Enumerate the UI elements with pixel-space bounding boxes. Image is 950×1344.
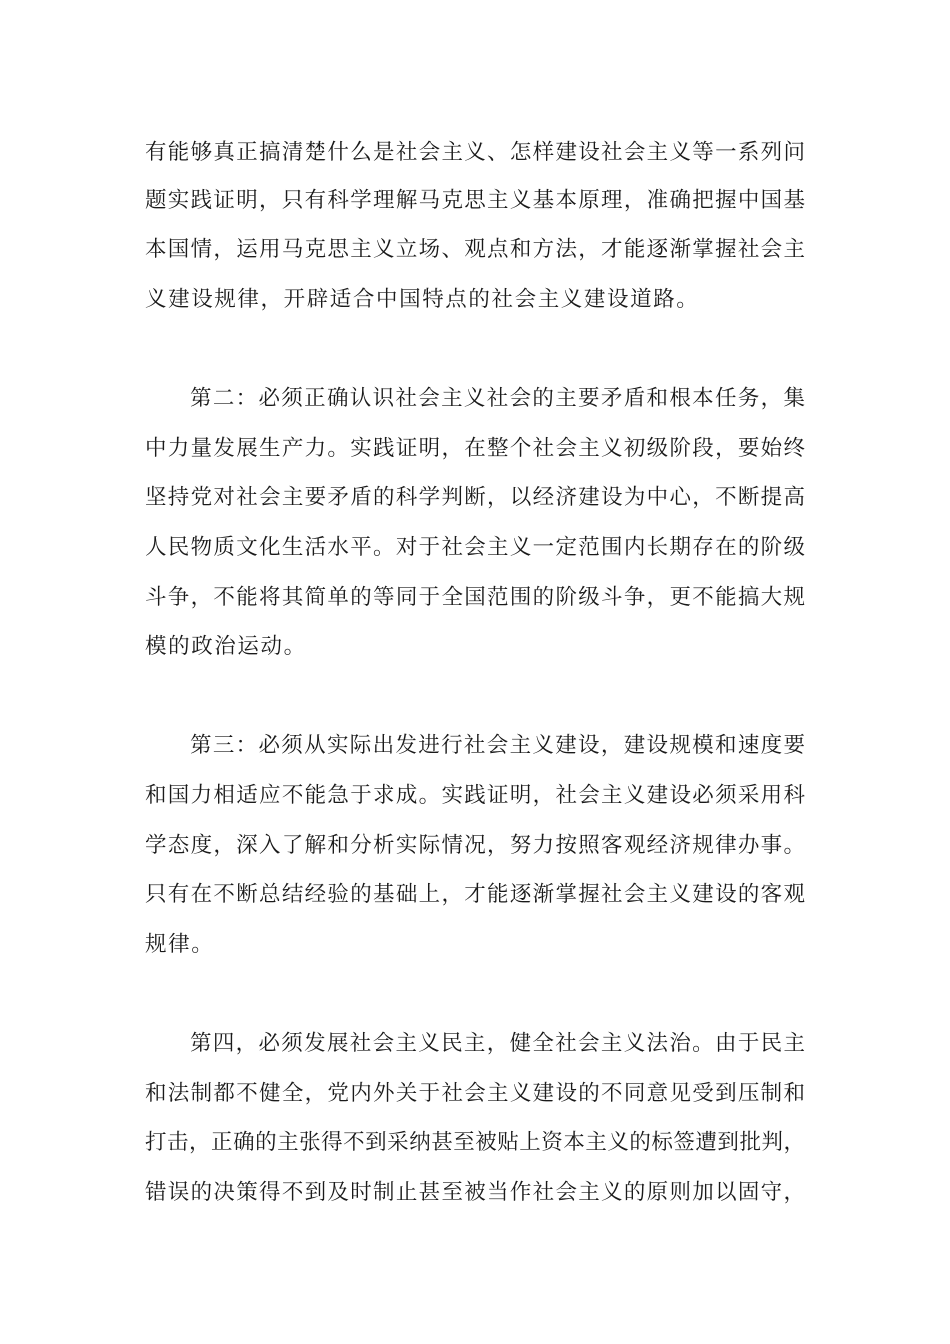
text-line: 有能够真正搞清楚什么是社会主义、怎样建设社会主义等一系列问 [145, 140, 805, 165]
text-line: 义建设规律，开辟适合中国特点的社会主义建设道路。 [145, 287, 700, 312]
text-line: 和国力相适应不能急于求成。实践证明，社会主义建设必须采用科 [145, 783, 805, 808]
text-line: 模的政治运动。 [145, 634, 307, 659]
text-line: 和法制都不健全，党内外关于社会主义建设的不同意见受到压制和 [145, 1081, 805, 1106]
text-line: 第二：必须正确认识社会主义社会的主要矛盾和根本任务，集 [190, 386, 805, 411]
text-line: 中力量发展生产力。实践证明，在整个社会主义初级阶段，要始终 [145, 436, 805, 461]
text-line: 学态度，深入了解和分析实际情况，努力按照客观经济规律办事。 [145, 833, 805, 858]
text-line: 第四，必须发展社会主义民主，健全社会主义法治。由于民主 [190, 1031, 805, 1056]
text-line: 只有在不断总结经验的基础上，才能逐渐掌握社会主义建设的客观 [145, 882, 805, 907]
text-line: 本国情，运用马克思主义立场、观点和方法，才能逐渐掌握社会主 [145, 237, 805, 262]
text-line: 第三：必须从实际出发进行社会主义建设，建设规模和速度要 [190, 733, 805, 758]
text-line: 错误的决策得不到及时制止甚至被当作社会主义的原则加以固守， [145, 1180, 805, 1205]
text-line: 题实践证明，只有科学理解马克思主义基本原理，准确把握中国基 [145, 188, 805, 213]
text-line: 坚持党对社会主要矛盾的科学判断，以经济建设为中心，不断提高 [145, 485, 805, 510]
text-line: 斗争，不能将其简单的等同于全国范围的阶级斗争，更不能搞大规 [145, 585, 805, 610]
text-line: 人民物质文化生活水平。对于社会主义一定范围内长期存在的阶级 [145, 535, 805, 560]
text-line: 规律。 [145, 932, 215, 957]
text-line: 打击，正确的主张得不到采纳甚至被贴上资本主义的标签遭到批判， [145, 1130, 805, 1155]
